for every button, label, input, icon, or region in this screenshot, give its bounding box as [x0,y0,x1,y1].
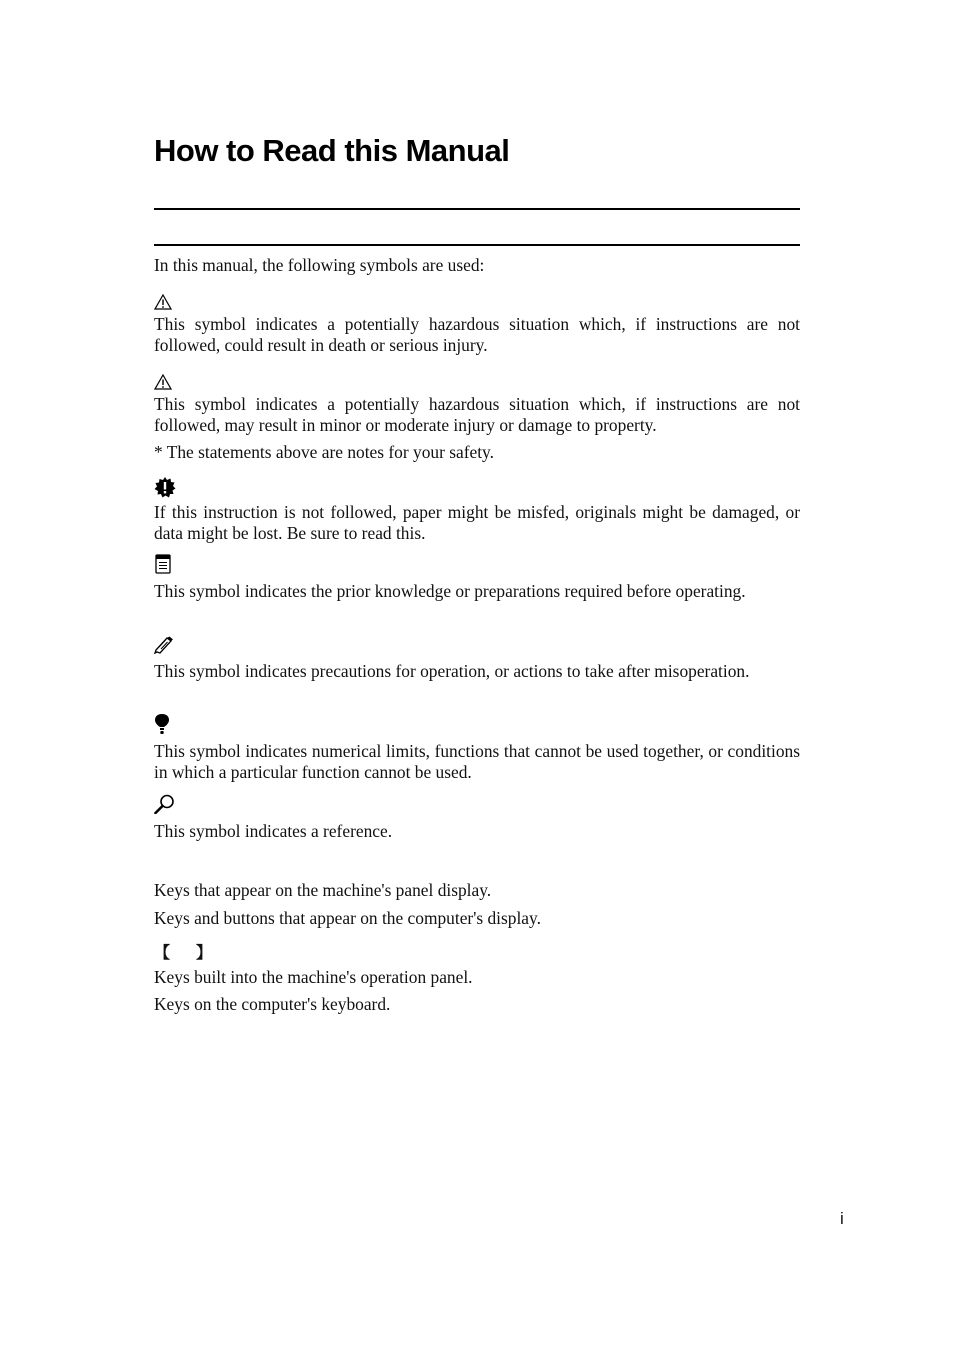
warning-triangle-icon [154,294,172,310]
reference-magnifier-icon [154,794,176,814]
operation-panel-keys-text: Keys built into the machine's operation panel. [154,967,473,987]
computer-display-keys-text: Keys and buttons that appear on the computer's display. [154,908,541,928]
limitation-description: This symbol indicates numerical limits, functions that cannot be used together, or conditions in which a particular function cannot be used. [154,741,800,782]
note-description: This symbol indicates precautions for operation, or actions to take after misoperation. [154,661,750,681]
bracket-open-glyph: 【 [154,943,171,962]
intro-text: In this manual, the following symbols are used: [154,255,485,275]
page-title: How to Read this Manual [154,133,510,168]
page-number: i [840,1209,844,1228]
important-description: If this instruction is not followed, paper might be misfed, originals might be damaged, or data might be lost. Be sure to read this. [154,502,800,543]
bracket-close-glyph: 】 [196,943,213,962]
safety-note: * The statements above are notes for your safety. [154,442,494,462]
warning-description: This symbol indicates a potentially hazardous situation which, if instructions are not followed, could result in death or serious injury. [154,314,800,355]
caution-description: This symbol indicates a potentially hazardous situation which, if instructions are not followed, may result in minor or moderate injury or damage to property. [154,394,800,435]
preparation-icon [154,554,172,574]
panel-display-keys-text: Keys that appear on the machine's panel display. [154,880,492,900]
important-icon [154,476,176,498]
section-rule [154,244,800,246]
keyboard-keys-text: Keys on the computer's keyboard. [154,994,391,1014]
note-pencil-icon [154,636,174,654]
reference-description: This symbol indicates a reference. [154,821,393,841]
preparation-description: This symbol indicates the prior knowledge or preparations required before operating. [154,581,746,601]
limitation-icon [154,713,170,735]
top-rule [154,208,800,210]
caution-triangle-icon [154,374,172,390]
